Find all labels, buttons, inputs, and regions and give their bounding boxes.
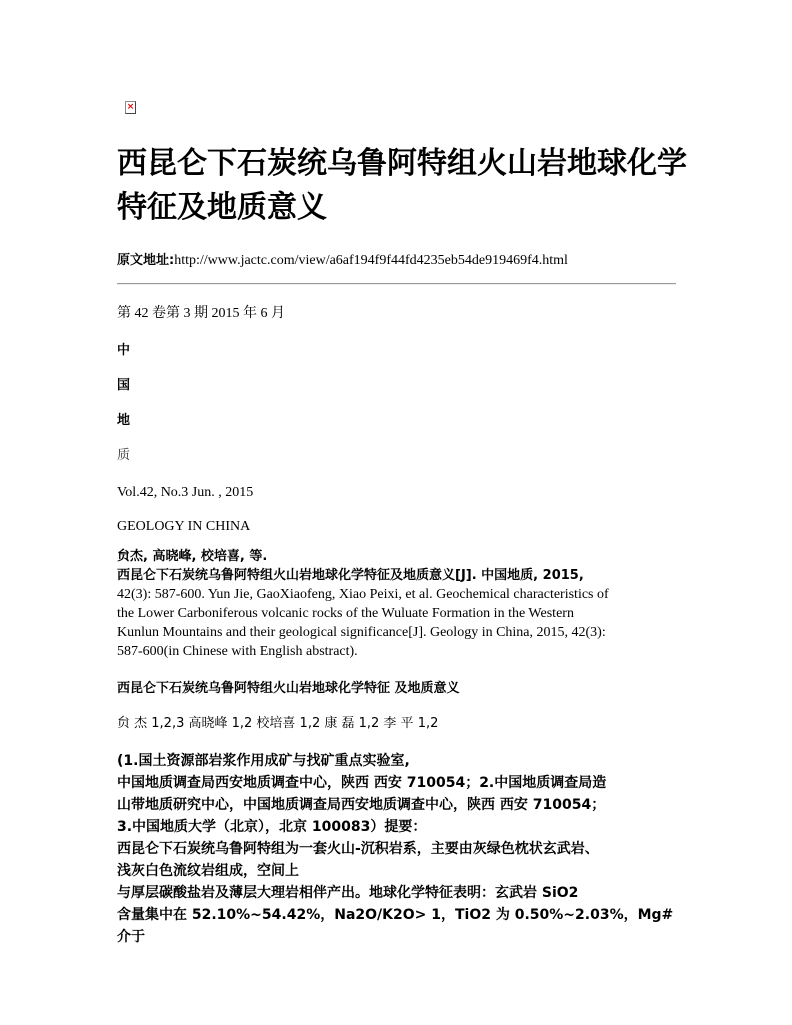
citation-authors: 贠杰, 高晓峰, 校培喜, 等. [117,549,268,564]
journal-char-4: 质 [117,448,131,463]
source-label: 原文地址: [117,253,175,268]
document-title: 西昆仑下石炭统乌鲁阿特组火山岩地球化学特征及地质意义 [117,146,687,225]
citation-en-1: 42(3): 587-600. Yun Jie, GaoXiaofeng, Xiao Peixi, et al. Geochemical characteristics of [117,587,609,602]
citation-en-3: Kunlun Mountains and their geological significance[J]. Geology in China, 2015, 42(3): [117,625,606,640]
horizontal-divider [117,283,676,285]
volume-line: Vol.42, No.3 Jun. , 2015 [117,485,254,500]
journal-char-2: 国 [117,378,131,393]
journal-char-3: 地 [117,413,131,428]
article-title: 西昆仑下石炭统乌鲁阿特组火山岩地球化学特征 及地质意义 [117,681,460,696]
abstract-line: 浅灰白色流纹岩组成，空间上 [117,863,299,879]
abstract-line: 西昆仑下石炭统乌鲁阿特组为一套火山-沉积岩系，主要由灰绿色枕状玄武岩、 [117,841,599,857]
abstract-line: 与厚层碳酸盐岩及薄层大理岩相伴产出。地球化学特征表明：玄武岩 SiO2 [117,885,579,901]
abstract-line: 含量集中在 52.10%~54.42%，Na2O/K2O> 1，TiO2 为 0.50%~2.03%，Mg# 介于 [117,907,674,945]
citation-title: 西昆仑下石炭统乌鲁阿特组火山岩地球化学特征及地质意义[J]. 中国地质, 2015, [117,568,584,583]
affiliation-line: 中国地质调查局西安地质调查中心，陕西 西安 710054；2.中国地质调查局造 [117,775,607,791]
citation-en-2: the Lower Carboniferous volcanic rocks of the Wuluate Formation in the Western [117,606,574,621]
citation-block [117,547,677,661]
issue-line: 第 42 卷第 3 期 2015 年 6 月 [117,306,285,321]
affiliation-line: 3.中国地质大学（北京），北京 100083）提要： [117,819,427,835]
affiliation-line: (1.国土资源部岩浆作用成矿与找矿重点实验室, [117,753,410,769]
citation-en-4: 587-600(in Chinese with English abstract). [117,644,358,659]
abstract-block [117,838,677,948]
authors-line: 贠 杰 1,2,3 高晓峰 1,2 校培喜 1,2 康 磊 1,2 李 平 1,2 [117,716,439,731]
source-line [117,252,568,270]
source-url-link[interactable]: http://www.jactc.com/view/a6af194f9f44fd4235eb54de919469f4.html [174,253,568,268]
journal-char-1: 中 [117,343,131,358]
broken-image-icon: × [126,102,135,112]
journal-english-name: GEOLOGY IN CHINA [117,519,251,534]
affiliations-block [117,750,677,838]
affiliation-line: 山带地质研究中心，中国地质调查局西安地质调查中心，陕西 西安 710054； [117,797,606,813]
